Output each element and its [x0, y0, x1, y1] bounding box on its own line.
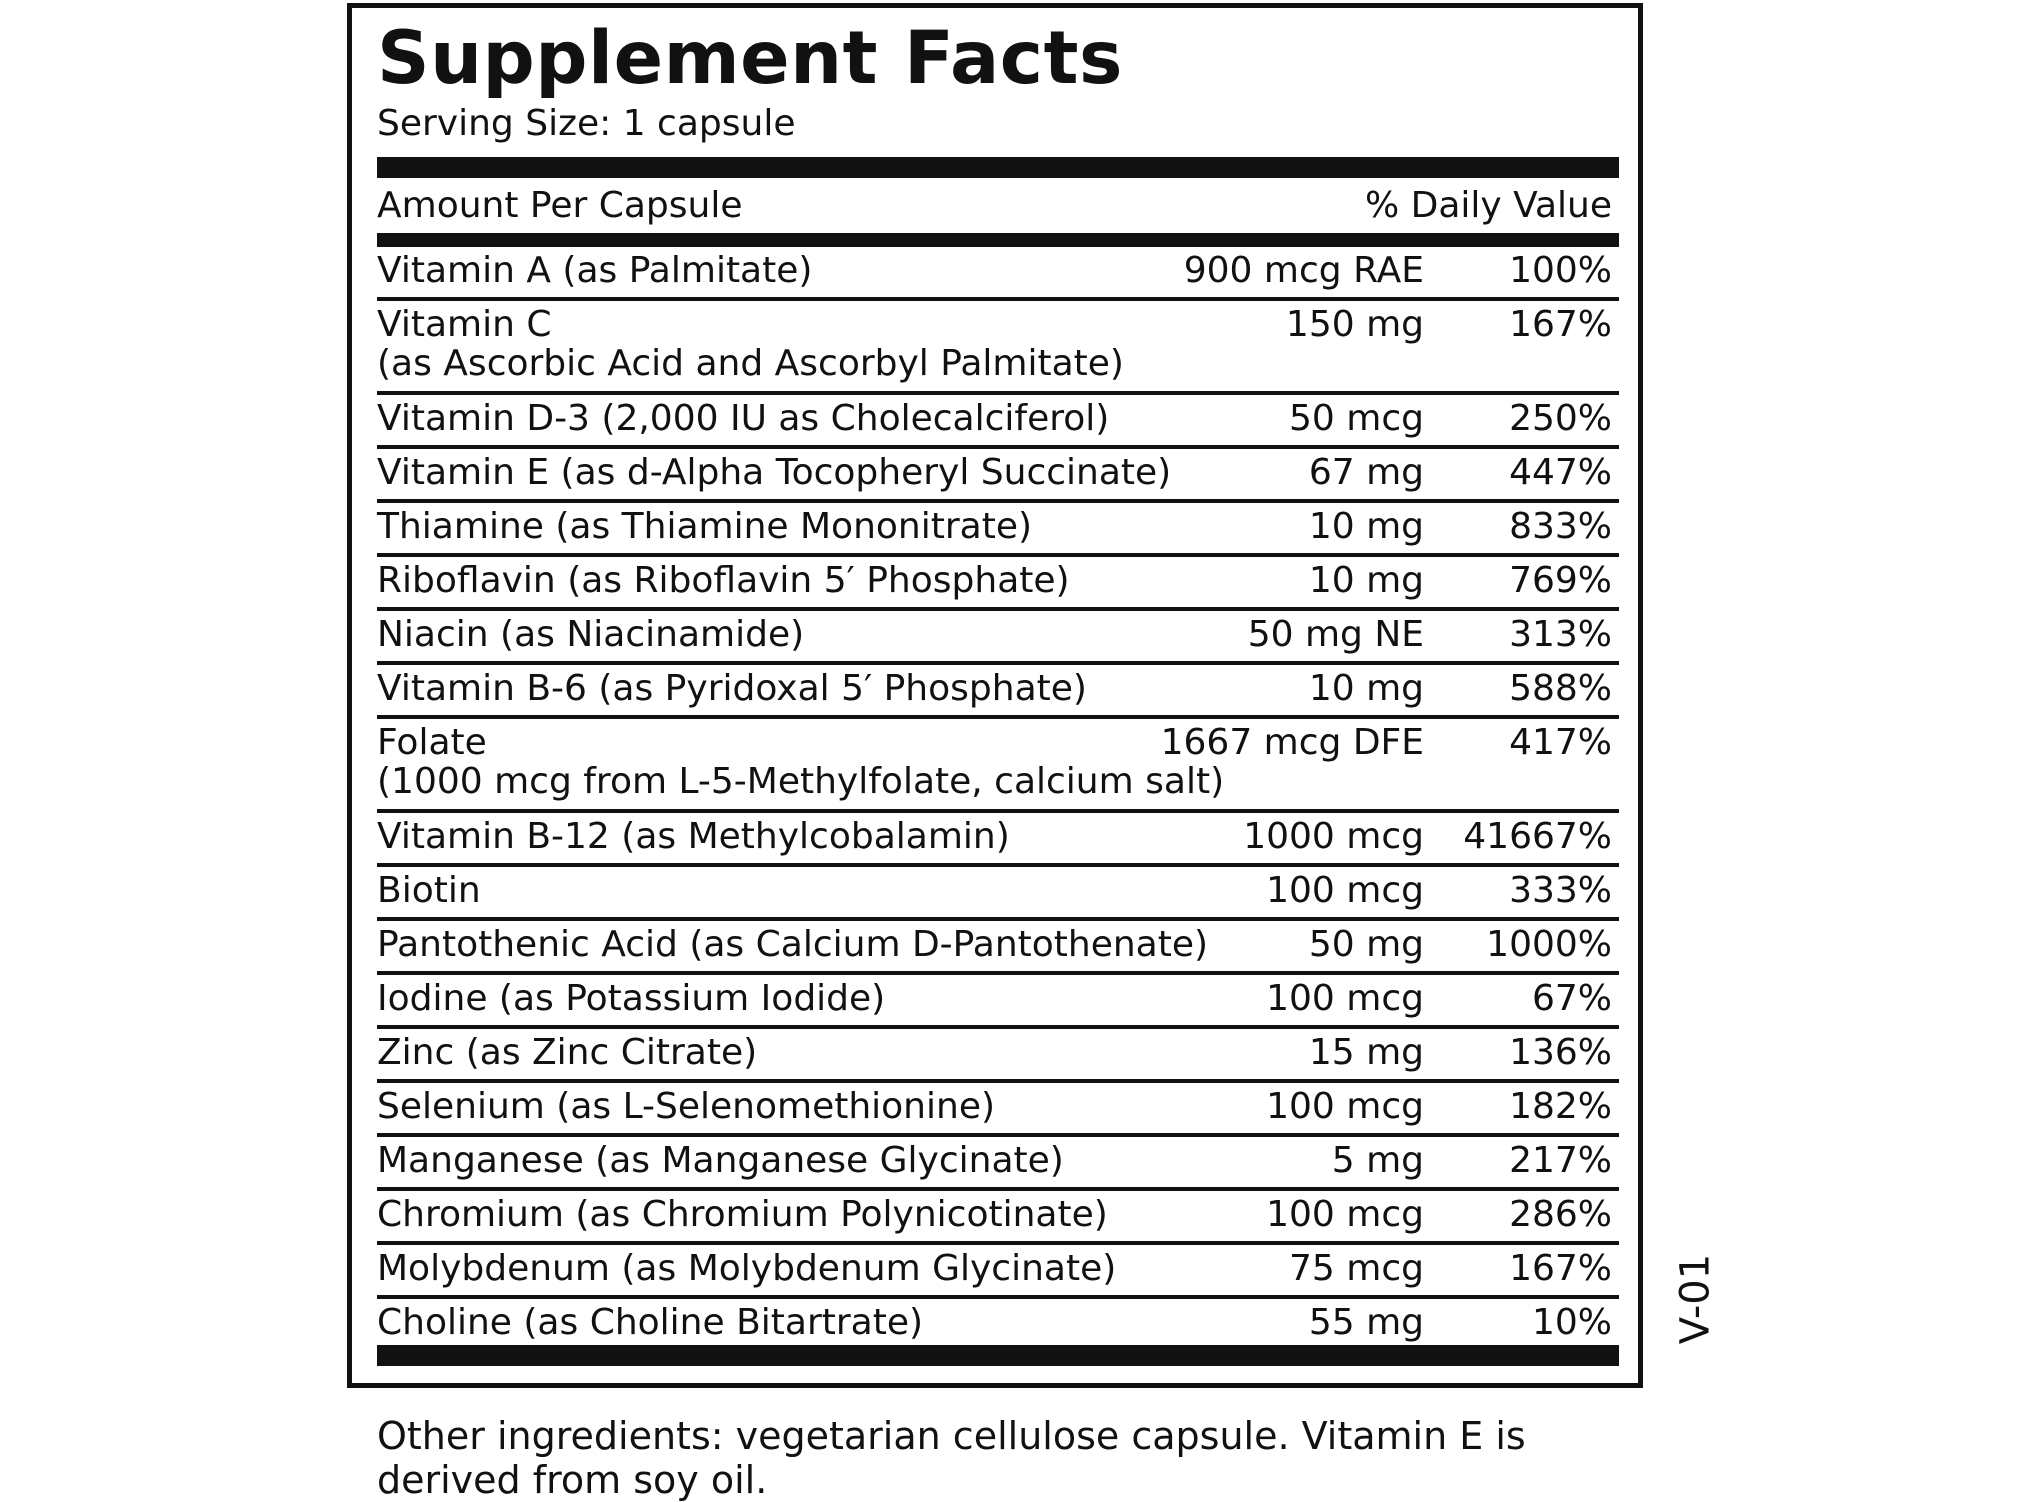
table-row [377, 719, 1619, 813]
nutrient-name: Manganese (as Manganese Glycinate) [377, 1140, 1064, 1181]
other-ingredients: Other ingredients: vegetarian cellulose capsule. Vitamin E is derived from soy oil. [377, 1414, 1526, 1502]
thick-divider-mid [377, 233, 1619, 247]
nutrient-name: Vitamin C [377, 304, 552, 345]
nutrient-daily-value: 313% [1509, 614, 1612, 655]
nutrient-amount: 10 mg [1308, 506, 1424, 547]
thick-divider-bottom [377, 1345, 1619, 1366]
nutrient-daily-value: 167% [1509, 1248, 1612, 1289]
table-row [377, 867, 1619, 921]
table-row [377, 921, 1619, 975]
nutrient-name: Molybdenum (as Molybdenum Glycinate) [377, 1248, 1117, 1289]
nutrient-table [377, 247, 1619, 1353]
nutrient-daily-value: 447% [1509, 452, 1612, 493]
thick-divider-top [377, 157, 1619, 178]
nutrient-name: Riboflavin (as Riboflavin 5′ Phosphate) [377, 560, 1070, 601]
nutrient-name: Thiamine (as Thiamine Mononitrate) [377, 506, 1033, 547]
table-row [377, 1137, 1619, 1191]
nutrient-daily-value: 217% [1509, 1140, 1612, 1181]
nutrient-daily-value: 286% [1509, 1194, 1612, 1235]
nutrient-amount: 50 mcg [1289, 398, 1424, 439]
nutrient-name: Chromium (as Chromium Polynicotinate) [377, 1194, 1108, 1235]
nutrient-daily-value: 182% [1509, 1086, 1612, 1127]
nutrient-name: Vitamin A (as Palmitate) [377, 250, 813, 291]
nutrient-amount: 67 mg [1308, 452, 1424, 493]
nutrient-name: Vitamin D-3 (2,000 IU as Cholecalciferol) [377, 398, 1110, 439]
nutrient-daily-value: 588% [1509, 668, 1612, 709]
page-title: Supplement Facts [377, 16, 1123, 101]
nutrient-amount: 50 mg NE [1247, 614, 1424, 655]
nutrient-amount: 55 mg [1308, 1302, 1424, 1343]
nutrient-name: Folate [377, 722, 487, 763]
nutrient-amount: 50 mg [1308, 924, 1424, 965]
nutrient-name: Selenium (as L-Selenomethionine) [377, 1086, 996, 1127]
table-row [377, 301, 1619, 395]
nutrient-amount: 15 mg [1308, 1032, 1424, 1073]
table-row [377, 1191, 1619, 1245]
table-row [377, 449, 1619, 503]
nutrient-name: Vitamin B-12 (as Methylcobalamin) [377, 816, 1010, 857]
table-row [377, 665, 1619, 719]
nutrient-daily-value: 10% [1531, 1302, 1612, 1343]
column-header-row [377, 184, 1612, 228]
nutrient-amount: 10 mg [1308, 560, 1424, 601]
nutrient-amount: 100 mcg [1266, 1086, 1424, 1127]
nutrient-name: Pantothenic Acid (as Calcium D-Pantothenate) [377, 924, 1209, 965]
nutrient-daily-value: 1000% [1486, 924, 1612, 965]
table-row [377, 395, 1619, 449]
table-row [377, 1245, 1619, 1299]
nutrient-amount: 100 mcg [1266, 1194, 1424, 1235]
nutrient-source: (as Ascorbic Acid and Ascorbyl Palmitate) [377, 343, 1124, 384]
table-row [377, 557, 1619, 611]
nutrient-name: Choline (as Choline Bitartrate) [377, 1302, 924, 1343]
nutrient-amount: 5 mg [1331, 1140, 1424, 1181]
serving-size: Serving Size: 1 capsule [377, 103, 796, 144]
nutrient-name: Vitamin B-6 (as Pyridoxal 5′ Phosphate) [377, 668, 1087, 709]
nutrient-amount: 10 mg [1308, 668, 1424, 709]
table-row [377, 611, 1619, 665]
table-row [377, 503, 1619, 557]
nutrient-daily-value: 41667% [1463, 816, 1612, 857]
nutrient-amount: 100 mcg [1266, 870, 1424, 911]
nutrient-name: Vitamin E (as d-Alpha Tocopheryl Succinate) [377, 452, 1172, 493]
nutrient-daily-value: 417% [1509, 722, 1612, 763]
nutrient-amount: 75 mcg [1289, 1248, 1424, 1289]
nutrient-daily-value: 136% [1509, 1032, 1612, 1073]
nutrient-amount: 900 mcg RAE [1183, 250, 1424, 291]
nutrient-daily-value: 67% [1531, 978, 1612, 1019]
nutrient-amount: 100 mcg [1266, 978, 1424, 1019]
nutrient-source: (1000 mcg from L-5-Methylfolate, calcium salt) [377, 761, 1225, 802]
nutrient-amount: 150 mg [1285, 304, 1424, 345]
nutrient-daily-value: 167% [1509, 304, 1612, 345]
daily-value-header: % Daily Value [1364, 185, 1612, 226]
table-row [377, 975, 1619, 1029]
nutrient-daily-value: 100% [1509, 250, 1612, 291]
nutrient-daily-value: 250% [1509, 398, 1612, 439]
nutrient-name: Niacin (as Niacinamide) [377, 614, 805, 655]
nutrient-name: Zinc (as Zinc Citrate) [377, 1032, 758, 1073]
table-row [377, 813, 1619, 867]
nutrient-name: Biotin [377, 870, 481, 911]
nutrient-daily-value: 769% [1509, 560, 1612, 601]
table-row [377, 1029, 1619, 1083]
table-row [377, 247, 1619, 301]
nutrient-name: Iodine (as Potassium Iodide) [377, 978, 886, 1019]
table-row [377, 1083, 1619, 1137]
amount-per-capsule-header: Amount Per Capsule [377, 185, 743, 226]
nutrient-amount: 1000 mcg [1243, 816, 1424, 857]
version-code: V-01 [1672, 1253, 1719, 1345]
nutrient-daily-value: 833% [1509, 506, 1612, 547]
nutrient-daily-value: 333% [1509, 870, 1612, 911]
nutrient-amount: 1667 mcg DFE [1160, 722, 1424, 763]
